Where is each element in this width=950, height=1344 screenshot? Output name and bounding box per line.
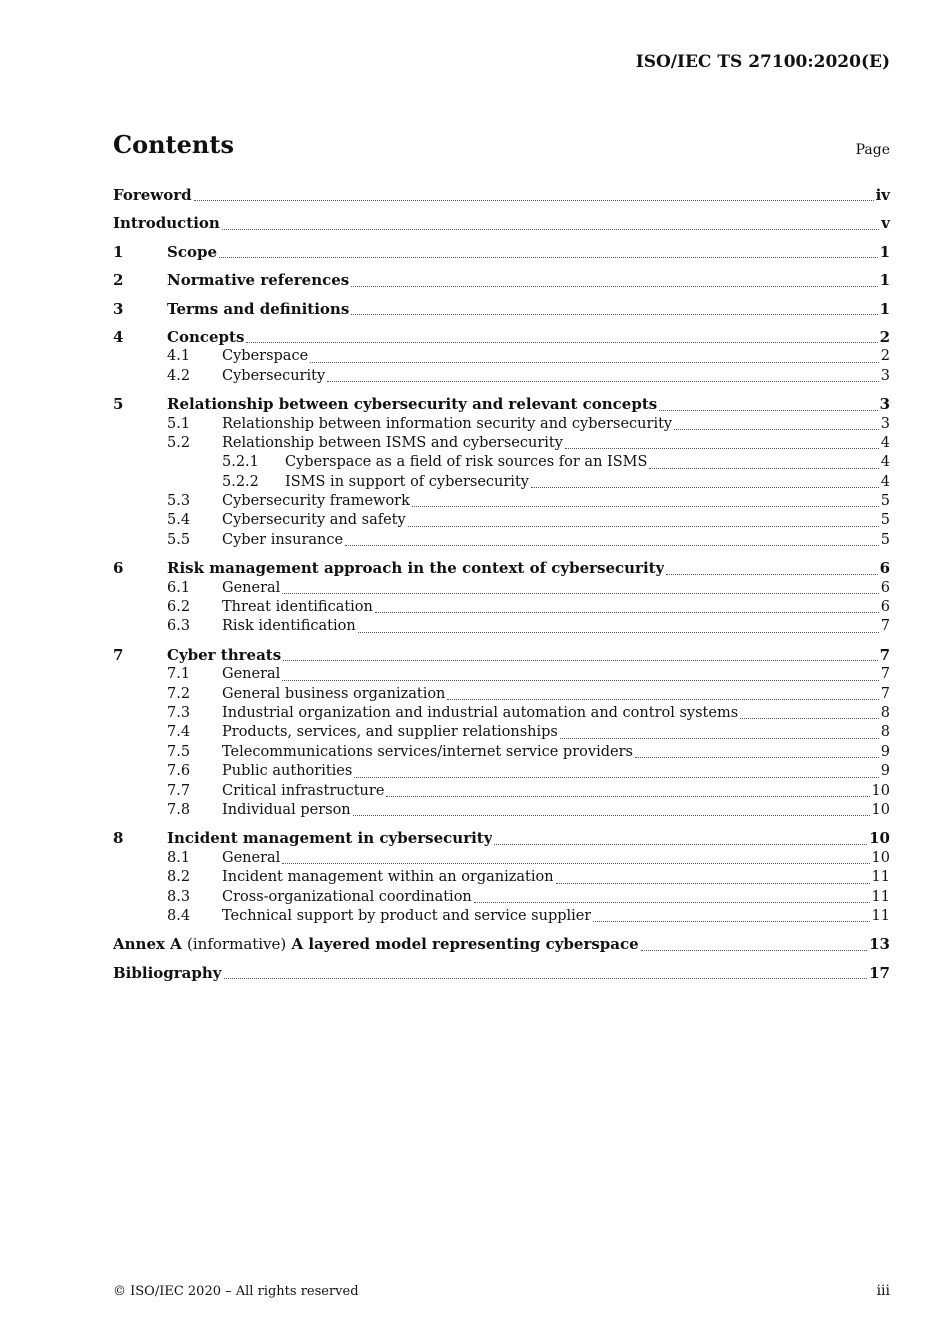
- toc-entry-number: 7.4: [167, 724, 191, 741]
- toc-entry-number: 5.1: [167, 415, 191, 432]
- dot-leader: [556, 883, 870, 884]
- toc-entry-page: 6: [880, 579, 890, 596]
- toc-entry[interactable]: [113, 598, 890, 617]
- dot-leader: [353, 815, 870, 816]
- toc-entry[interactable]: [113, 888, 890, 907]
- toc-entry[interactable]: [113, 559, 890, 578]
- dot-leader: [740, 718, 879, 719]
- dot-leader: [282, 863, 869, 864]
- dot-leader: [310, 362, 879, 363]
- toc-entry-title: Incident management within an organization: [222, 869, 554, 886]
- toc-entry-title: Public authorities: [222, 763, 353, 780]
- toc-entry[interactable]: [113, 511, 890, 530]
- toc-entry-title: Cybersecurity framework: [222, 493, 410, 510]
- toc-entry-page: 4: [880, 454, 890, 471]
- toc-entry-title: Terms and definitions: [167, 299, 350, 318]
- toc-entry-page: iv: [875, 186, 890, 204]
- toc-entry-title: Cybersecurity: [222, 367, 326, 384]
- toc-entry-title: Risk identification: [222, 618, 356, 635]
- toc-entry-title: General: [222, 666, 281, 683]
- dot-leader: [641, 950, 867, 951]
- toc-entry[interactable]: [113, 907, 890, 926]
- dot-leader: [358, 632, 879, 633]
- toc-entry-page: 6: [880, 599, 890, 616]
- toc-entry-title: General: [222, 849, 281, 866]
- dot-leader: [494, 844, 867, 845]
- toc-entry-title: Risk management approach in the context of cybersecurity: [167, 559, 665, 578]
- toc-entry-title: Cyberspace as a field of risk sources for an ISMS: [285, 454, 648, 471]
- toc-entry-page: v: [881, 214, 890, 233]
- toc-entry-number: 7.5: [167, 743, 191, 760]
- table-of-contents: [113, 186, 890, 983]
- toc-entry-number: 7.6: [167, 763, 191, 780]
- toc-entry-page: 8: [880, 724, 890, 741]
- toc-entry-page: 4: [880, 473, 890, 490]
- toc-entry[interactable]: [113, 762, 890, 781]
- toc-entry-title: Annex A (informative) A layered model representing cyberspace: [113, 935, 639, 954]
- toc-entry[interactable]: [113, 328, 890, 347]
- toc-entry-page: 10: [869, 829, 890, 848]
- toc-entry-number: 4: [113, 327, 124, 346]
- toc-entry-title: Cross-organizational coordination: [222, 888, 472, 905]
- toc-entry[interactable]: [113, 935, 890, 954]
- toc-entry-page: 8: [880, 704, 890, 721]
- toc-entry[interactable]: [113, 367, 890, 386]
- dot-leader: [222, 229, 879, 230]
- dot-leader: [246, 342, 877, 343]
- toc-entry[interactable]: [113, 347, 890, 366]
- toc-entry-title: Scope: [167, 242, 218, 261]
- toc-entry-number: 8.1: [167, 849, 191, 866]
- toc-entry-number: 7.3: [167, 704, 191, 721]
- toc-entry[interactable]: [113, 964, 890, 983]
- toc-entry-page: 11: [871, 869, 890, 886]
- toc-entry-page: 9: [880, 743, 890, 760]
- toc-entry-number: 6.1: [167, 579, 191, 596]
- toc-entry[interactable]: [113, 704, 890, 723]
- toc-entry-page: 1: [879, 299, 890, 318]
- dot-leader: [649, 468, 878, 469]
- toc-entry-number: 5.2: [167, 434, 191, 451]
- toc-entry-page: 5: [880, 531, 890, 548]
- dot-leader: [282, 593, 878, 594]
- toc-entry[interactable]: [113, 782, 890, 801]
- toc-entry-title: Incident management in cybersecurity: [167, 829, 493, 848]
- toc-entry-title: Industrial organization and industrial automation and control systems: [222, 704, 739, 721]
- toc-entry-number: 1: [113, 242, 124, 261]
- dot-leader: [474, 902, 870, 903]
- toc-entry-title: Relationship between information security and cybersecurity: [222, 415, 673, 432]
- toc-entry-title: Telecommunications services/internet service providers: [222, 743, 633, 760]
- toc-entry[interactable]: [113, 300, 890, 319]
- toc-entry-title: Individual person: [222, 801, 351, 818]
- toc-entry-title: Relationship between cybersecurity and relevant concepts: [167, 395, 658, 414]
- dot-leader: [345, 545, 879, 546]
- dot-leader: [635, 757, 879, 758]
- toc-entry[interactable]: [113, 271, 890, 290]
- toc-entry-title: Cybersecurity and safety: [222, 512, 406, 529]
- toc-entry-page: 10: [871, 782, 890, 799]
- toc-entry[interactable]: [113, 214, 890, 233]
- toc-entry-page: 11: [871, 907, 890, 924]
- toc-entry[interactable]: [113, 723, 890, 742]
- toc-entry[interactable]: [113, 531, 890, 550]
- toc-entry-page: 7: [880, 685, 890, 702]
- dot-leader: [354, 777, 878, 778]
- toc-entry-title: Threat identification: [222, 599, 373, 616]
- dot-leader: [351, 286, 877, 287]
- toc-entry[interactable]: [113, 868, 890, 887]
- dot-leader: [224, 978, 868, 979]
- toc-entry-number: 5.5: [167, 531, 191, 548]
- toc-entry[interactable]: [113, 492, 890, 511]
- toc-entry-page: 5: [880, 493, 890, 510]
- toc-entry-title: Cyber insurance: [222, 531, 344, 548]
- toc-entry-number: 8.2: [167, 869, 191, 886]
- dot-leader: [408, 526, 879, 527]
- toc-entry-page: 2: [879, 327, 890, 346]
- toc-entry-page: 7: [879, 645, 890, 664]
- dot-leader: [375, 612, 879, 613]
- toc-entry-title: Cyber threats: [167, 645, 282, 664]
- toc-entry-number: 5.2.2: [222, 473, 259, 490]
- toc-entry-page: 3: [880, 367, 890, 384]
- dot-leader: [283, 660, 877, 661]
- toc-entry-page: 3: [880, 415, 890, 432]
- toc-entry-number: 2: [113, 271, 124, 290]
- toc-entry-title: General: [222, 579, 281, 596]
- toc-entry[interactable]: [113, 434, 890, 453]
- dot-leader: [674, 429, 879, 430]
- dot-leader: [386, 796, 869, 797]
- toc-entry[interactable]: [113, 186, 890, 205]
- dot-leader: [593, 921, 869, 922]
- dot-leader: [560, 738, 879, 739]
- toc-entry[interactable]: [113, 743, 890, 762]
- footer-copyright: © ISO/IEC 2020 – All rights reserved: [113, 1284, 359, 1299]
- toc-entry-number: 6.3: [167, 618, 191, 635]
- toc-entry-title: Relationship between ISMS and cybersecurity: [222, 434, 563, 451]
- footer-page-number: iii: [876, 1283, 890, 1299]
- toc-entry-number: 4.2: [167, 367, 191, 384]
- toc-entry-number: 5.3: [167, 493, 191, 510]
- toc-entry-title: Foreword: [113, 186, 192, 204]
- dot-leader: [659, 410, 877, 411]
- toc-entry[interactable]: [113, 829, 890, 848]
- dot-leader: [531, 487, 879, 488]
- toc-entry-page: 11: [871, 888, 890, 905]
- toc-entry-title: General business organization: [222, 685, 446, 702]
- toc-entry-page: 1: [879, 271, 890, 290]
- toc-entry[interactable]: [113, 579, 890, 598]
- toc-entry[interactable]: [113, 665, 890, 684]
- toc-entry-page: 7: [880, 618, 890, 635]
- contents-heading: Contents: [113, 130, 234, 159]
- page-column-label: Page: [855, 142, 890, 158]
- dot-leader: [666, 574, 877, 575]
- toc-entry-title: ISMS in support of cybersecurity: [285, 473, 529, 490]
- toc-entry-number: 5.4: [167, 512, 191, 529]
- toc-entry-number: 6: [113, 559, 124, 578]
- toc-entry-page: 1: [879, 242, 890, 261]
- dot-leader: [327, 381, 879, 382]
- toc-entry-title: Critical infrastructure: [222, 782, 385, 799]
- dot-leader: [412, 506, 879, 507]
- toc-entry-number: 3: [113, 299, 124, 318]
- toc-entry-page: 3: [879, 395, 890, 414]
- toc-entry-number: 7.2: [167, 685, 191, 702]
- toc-entry[interactable]: [113, 243, 890, 262]
- toc-entry-title: Cyberspace: [222, 348, 309, 365]
- toc-entry-number: 7.7: [167, 782, 191, 799]
- toc-entry-page: 6: [879, 559, 890, 578]
- document-id: ISO/IEC TS 27100:2020(E): [635, 52, 890, 72]
- toc-entry[interactable]: [113, 395, 890, 414]
- toc-entry-page: 7: [880, 666, 890, 683]
- toc-entry[interactable]: [113, 617, 890, 636]
- toc-entry-page: 13: [869, 935, 890, 954]
- toc-entry-title: Introduction: [113, 214, 220, 233]
- toc-entry-page: 9: [880, 763, 890, 780]
- toc-entry-number: 7.1: [167, 666, 191, 683]
- dot-leader: [447, 699, 878, 700]
- toc-entry-number: 6.2: [167, 599, 191, 616]
- toc-entry-page: 5: [880, 512, 890, 529]
- dot-leader: [219, 257, 878, 258]
- toc-entry-number: 4.1: [167, 348, 191, 365]
- toc-entry-number: 8.3: [167, 888, 191, 905]
- toc-entry-page: 2: [880, 348, 890, 365]
- toc-entry[interactable]: [113, 473, 890, 492]
- toc-entry[interactable]: [113, 849, 890, 868]
- toc-entry-title: Concepts: [167, 327, 245, 346]
- toc-entry[interactable]: [113, 453, 890, 472]
- dot-leader: [194, 200, 874, 201]
- toc-entry-number: 7.8: [167, 801, 191, 818]
- toc-entry-title: Normative references: [167, 271, 350, 290]
- toc-entry[interactable]: [113, 801, 890, 820]
- toc-entry-number: 5: [113, 395, 124, 414]
- toc-entry-page: 4: [880, 434, 890, 451]
- toc-entry-number: 7: [113, 645, 124, 664]
- dot-leader: [282, 680, 878, 681]
- toc-entry[interactable]: [113, 685, 890, 704]
- toc-entry-page: 17: [869, 963, 890, 982]
- toc-entry[interactable]: [113, 415, 890, 434]
- toc-entry-title: Products, services, and supplier relationships: [222, 724, 558, 741]
- dot-leader: [351, 314, 877, 315]
- toc-entry-number: 5.2.1: [222, 454, 259, 471]
- toc-entry-page: 10: [871, 801, 890, 818]
- toc-entry-number: 8.4: [167, 907, 191, 924]
- toc-entry-title: Technical support by product and service supplier: [222, 907, 592, 924]
- toc-entry-page: 10: [871, 849, 890, 866]
- toc-entry[interactable]: [113, 646, 890, 665]
- toc-entry-title: Bibliography: [113, 963, 222, 982]
- dot-leader: [565, 448, 879, 449]
- toc-entry-number: 8: [113, 829, 124, 848]
